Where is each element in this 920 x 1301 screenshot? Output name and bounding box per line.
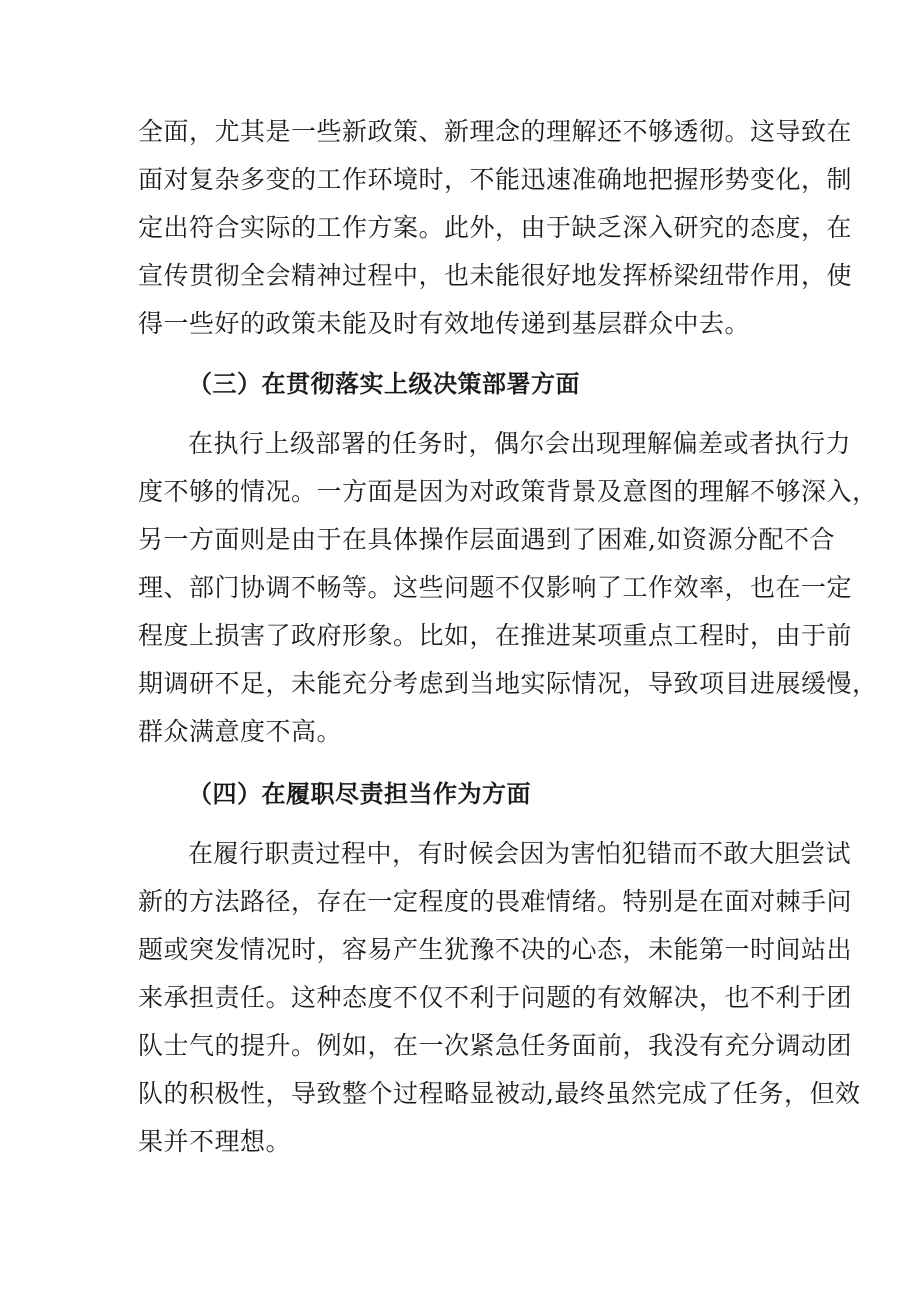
paragraph-1-line-4: 宣传贯彻全会精神过程中，也未能很好地发挥桥梁纽带作用，使 — [138, 261, 853, 290]
section-4-line-5: 队士气的提升。例如，在一次紧急任务面前，我没有充分调动团 — [138, 1031, 853, 1060]
section-3-line-1: 在执行上级部署的任务时，偶尔会出现理解偏差或者执行力 — [188, 429, 852, 458]
section-4-line-6: 队的积极性，导致整个过程略显被动,最终虽然完成了任务，但效 — [138, 1079, 861, 1108]
section-3-line-6: 期调研不足，未能充分考虑到当地实际情况，导致项目进展缓慢， — [138, 669, 878, 698]
section-4-line-1: 在履行职责过程中，有时候会因为害怕犯错而不敢大胆尝试 — [188, 839, 852, 868]
section-4-line-3: 题或突发情况时，容易产生犹豫不决的心态，未能第一时间站出 — [138, 935, 853, 964]
paragraph-1-line-1: 全面，尤其是一些新政策、新理念的理解还不够透彻。这导致在 — [138, 117, 853, 146]
section-3-line-2: 度不够的情况。一方面是因为对政策背景及意图的理解不够深入， — [138, 477, 878, 506]
section-3-heading: （三）在贯彻落实上级决策部署方面 — [188, 370, 580, 398]
paragraph-1-line-5: 得一些好的政策未能及时有效地传递到基层群众中去。 — [138, 309, 751, 338]
section-3-line-5: 程度上损害了政府形象。比如，在推进某项重点工程时，由于前 — [138, 621, 853, 650]
paragraph-1-line-2: 面对复杂多变的工作环境时，不能迅速准确地把握形势变化，制 — [138, 165, 853, 194]
section-4-line-4: 来承担责任。这种态度不仅不利于问题的有效解决，也不利于团 — [138, 983, 853, 1012]
section-3-line-3: 另一方面则是由于在具体操作层面遇到了困难,如资源分配不合 — [138, 525, 835, 554]
section-4-line-2: 新的方法路径，存在一定程度的畏难情绪。特别是在面对棘手问 — [138, 887, 853, 916]
section-4-heading: （四）在履职尽责担当作为方面 — [188, 780, 531, 808]
section-3-line-4: 理、部门协调不畅等。这些问题不仅影响了工作效率，也在一定 — [138, 573, 853, 602]
paragraph-1-line-3: 定出符合实际的工作方案。此外，由于缺乏深入研究的态度，在 — [138, 213, 853, 242]
section-3-line-7: 群众满意度不高。 — [138, 717, 343, 746]
section-4-line-7: 果并不理想。 — [138, 1127, 292, 1156]
